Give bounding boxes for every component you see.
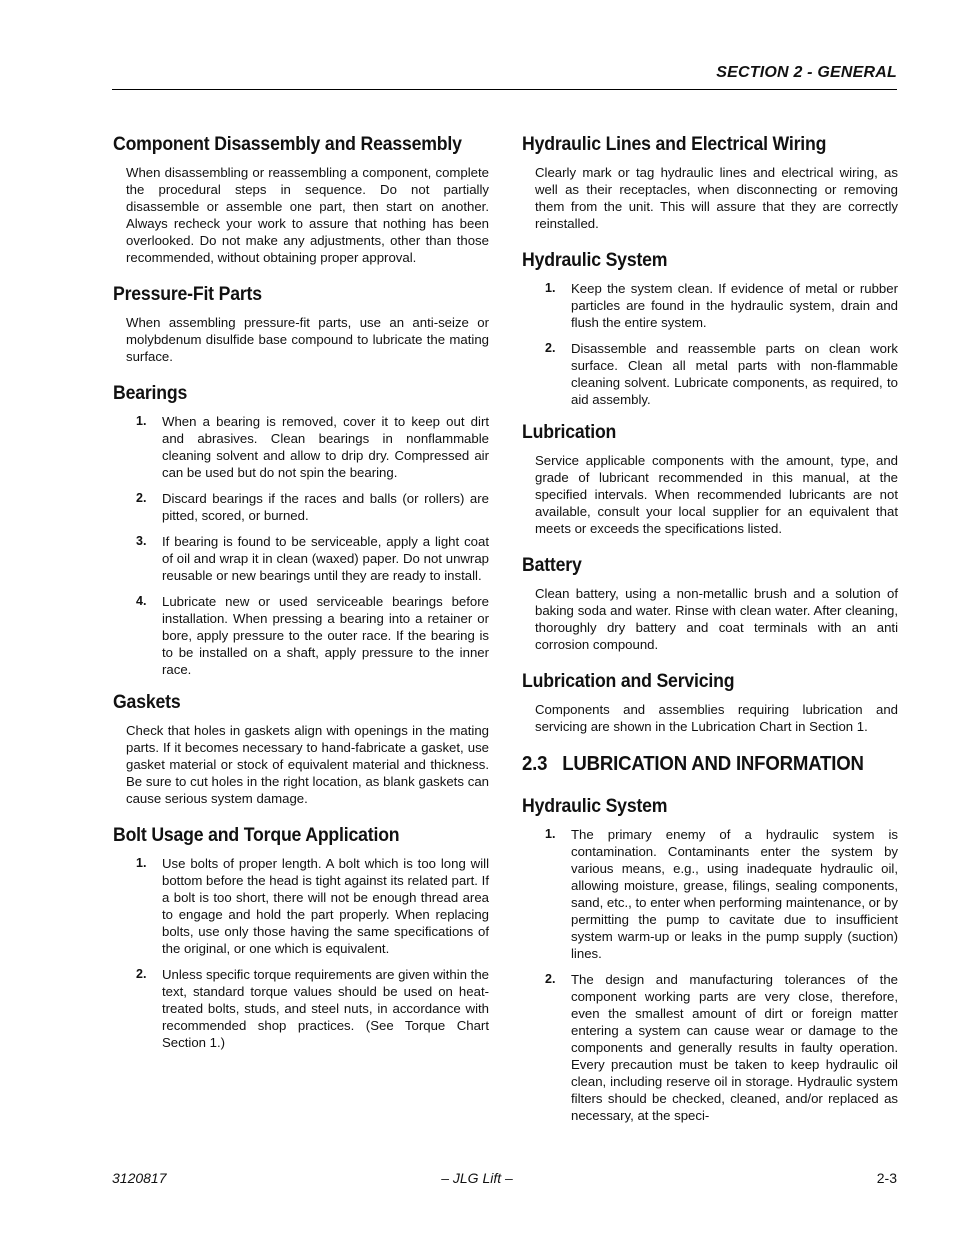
hydraulic-system-2-steps (522, 826, 898, 1124)
paragraph-lubrication: Service applicable components with the amount, type, and grade of lubricant recommended in this manual, at the specified intervals. When recommended lubricants are not available, consult your local supplier for an equivalent that meets or exceeds the specifications listed. (535, 453, 898, 536)
paragraph-lubrication-servicing: Components and assemblies requiring lubrication and servicing are shown in the Lubrication Chart in Section 1. (535, 702, 898, 734)
heading-lubrication: Lubrication (522, 422, 617, 443)
step-text: Discard bearings if the races and balls (or rollers) are pitted, scored, or burned. (162, 491, 489, 523)
step-number: 1. (136, 856, 147, 870)
step-number: 1. (136, 414, 147, 428)
section-header: SECTION 2 - GENERAL (716, 64, 897, 81)
heading-bolt-usage: Bolt Usage and Torque Application (113, 825, 400, 846)
paragraph-gaskets: Check that holes in gaskets align with openings in the mating parts. If it becomes necessary to hand-fabricate a gasket, use gasket material or stock of equivalent material and thickness. Be sure to cut holes in the right location, as blank gaskets can cause serious system damage. (126, 723, 489, 806)
step-text: The primary enemy of a hydraulic system is contamination. Contaminants enter the system by various means, e.g., using inadequate hydraulic oil, allowing moisture, grease, filings, sealing components, sand, etc., to enter when performing maintenance, or by permitting the pump to cavitate due to insufficient system warm-up or leaks in the pump supply (suction) lines. (571, 827, 898, 961)
paragraph-pressure-fit: When assembling pressure-fit parts, use an anti-seize or molybdenum disulfide base compound to lubricate the mating surface. (126, 315, 489, 364)
bolt-steps (113, 855, 489, 1051)
step-number: 2. (136, 491, 147, 505)
heading-battery: Battery (522, 555, 582, 576)
footer-page-number: 2-3 (876, 1170, 897, 1186)
list-item (113, 593, 489, 678)
left-column (113, 134, 489, 1065)
step-text: Disassemble and reassemble parts on clean work surface. Clean all metal parts with non-flammable cleaning solvent. Lubricate components, as required, to aid assembly. (571, 341, 898, 407)
heading-lubrication-servicing: Lubrication and Servicing (522, 671, 735, 692)
step-text: Use bolts of proper length. A bolt which is too long will bottom before the head is tight against its related part. If a bolt is too short, there will not be enough thread area to engage and hold the part properly. When replacing bolts, use only those having the same specifications of the original, or one which is equivalent. (162, 856, 489, 956)
step-number: 2. (545, 341, 556, 355)
step-number: 2. (545, 972, 556, 986)
heading-pressure-fit: Pressure-Fit Parts (113, 284, 262, 305)
heading-component-disassembly: Component Disassembly and Reassembly (113, 134, 462, 155)
step-text: The design and manufacturing tolerances of the component working parts are very close, therefore, even the smallest amount of dirt or foreign matter entering a system can cause wear or damage to the components and generally results in faulty operation. Every precaution must be taken to keep hydraulic oil clean, including reserve oil in storage. Hydraulic system filters should be checked, cleaned, and/or replaced as necessary, at the speci- (571, 972, 898, 1123)
list-item (522, 280, 898, 331)
heading-section-2-3: 2.3 LUBRICATION AND INFORMATION (522, 753, 864, 775)
step-text: Unless specific torque requirements are given within the text, standard torque values should be used on heat-treated bolts, studs, and steel nuts, in accordance with recommended shop practices. (See Torque Chart Section 1.) (162, 967, 489, 1050)
list-item (113, 855, 489, 957)
list-item (522, 826, 898, 962)
paragraph-battery: Clean battery, using a non-metallic brush and a solution of baking soda and water. Rinse with clean water. After cleaning, thoroughly dry battery and coat terminals with an anti corrosion compound. (535, 586, 898, 652)
hydraulic-system-steps (522, 280, 898, 408)
step-text: When a bearing is removed, cover it to keep out dirt and abrasives. Clean bearings in nonflammable cleaning solvent and allow to drip dry. Compressed air can be used but do not spin the bearing. (162, 414, 489, 480)
paragraph-component-disassembly: When disassembling or reassembling a component, complete the procedural steps in sequence. Do not partially disassemble or assemble one part, then start on another. Always recheck your work to assure that nothing has been overlooked. Do not make any adjustments, other than those recommended, without obtaining proper approval. (126, 165, 489, 265)
step-text: If bearing is found to be serviceable, apply a light coat of oil and wrap it in clean (waxed) paper. Do not unwrap reusable or new bearings until they are ready to install. (162, 534, 489, 583)
bearings-steps (113, 413, 489, 678)
step-text: Keep the system clean. If evidence of metal or rubber particles are found in the hydraulic system, drain and flush the entire system. (571, 281, 898, 330)
list-item (113, 413, 489, 481)
list-item (113, 490, 489, 524)
footer-doc-number: 3120817 (112, 1170, 167, 1186)
list-item (522, 971, 898, 1124)
step-number: 2. (136, 967, 147, 981)
list-item (113, 966, 489, 1051)
header-divider (112, 89, 897, 90)
heading-hydraulic-lines: Hydraulic Lines and Electrical Wiring (522, 134, 827, 155)
step-number: 1. (545, 827, 556, 841)
step-number: 1. (545, 281, 556, 295)
heading-bearings: Bearings (113, 383, 188, 404)
heading-gaskets: Gaskets (113, 692, 181, 713)
heading-hydraulic-system-2: Hydraulic System (522, 796, 668, 817)
footer-brand: – JLG Lift – (441, 1170, 513, 1186)
step-text: Lubricate new or used serviceable bearings before installation. When pressing a bearing into a retainer or bore, apply pressure to the outer race. If the bearing is to be installed on a shaft, apply pressure to the inner race. (162, 594, 489, 677)
list-item (522, 340, 898, 408)
step-number: 3. (136, 534, 147, 548)
right-column (522, 134, 898, 1138)
step-number: 4. (136, 594, 147, 608)
paragraph-hydraulic-lines: Clearly mark or tag hydraulic lines and electrical wiring, as well as their receptacles, when disconnecting or removing them from the unit. This will assure that they are correctly reinstalled. (535, 165, 898, 231)
list-item (113, 533, 489, 584)
heading-hydraulic-system: Hydraulic System (522, 250, 668, 271)
